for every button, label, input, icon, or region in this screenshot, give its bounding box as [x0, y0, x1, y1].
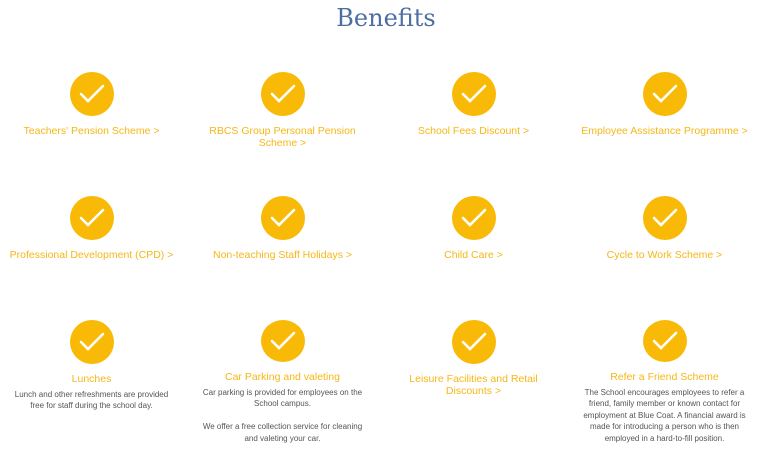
benefit-item — [378, 72, 569, 196]
benefit-title[interactable]: Child Care > — [444, 249, 503, 261]
benefit-item — [378, 196, 569, 320]
benefit-item — [187, 196, 378, 320]
benefit-item — [0, 320, 187, 444]
page-title: Benefits — [336, 4, 436, 32]
benefit-item — [569, 320, 760, 444]
benefit-item — [569, 72, 760, 196]
check-icon[interactable] — [261, 196, 305, 240]
check-icon[interactable] — [70, 72, 114, 116]
check-icon — [261, 320, 305, 362]
check-icon[interactable] — [70, 196, 114, 240]
benefit-title: Car Parking and valeting — [225, 371, 340, 383]
benefit-item — [187, 72, 378, 196]
benefit-title[interactable]: School Fees Discount > — [417, 125, 530, 137]
benefit-description: Car parking is provided for employees on the School campus. We offer a free collection service for cleaning and valeting your car. — [202, 387, 363, 443]
check-icon[interactable] — [452, 196, 496, 240]
check-icon[interactable] — [452, 320, 496, 364]
check-icon[interactable] — [452, 72, 496, 116]
benefit-item — [0, 196, 187, 320]
benefit-item — [569, 196, 760, 320]
benefit-item — [378, 320, 569, 444]
benefit-description: The School encourages employees to refer a friend, family member or known contact for employment at Blue Coat. A financial award is made for introducing a person who is then employed in a hard-to-fill position. — [583, 387, 746, 443]
benefit-title: Lunches — [71, 373, 112, 385]
benefit-description: Lunch and other refreshments are provided free for staff during the school day. — [14, 389, 169, 410]
benefit-title: Refer a Friend Scheme — [610, 371, 719, 383]
benefit-title[interactable]: Non-teaching Staff Holidays > — [212, 249, 352, 261]
benefit-title[interactable]: RBCS Group Personal Pension Scheme > — [209, 125, 356, 149]
benefits-grid — [0, 72, 760, 444]
benefit-title[interactable]: Employee Assistance Programme > — [581, 125, 748, 137]
benefit-item — [187, 320, 378, 444]
check-icon[interactable] — [261, 72, 305, 116]
check-icon[interactable] — [643, 72, 687, 116]
check-icon — [70, 320, 114, 364]
benefit-title[interactable]: Cycle to Work Scheme > — [606, 249, 723, 261]
benefit-title[interactable]: Professional Development (CPD) > — [9, 249, 174, 261]
benefit-item — [0, 72, 187, 196]
check-icon[interactable] — [643, 196, 687, 240]
check-icon — [643, 320, 687, 362]
benefit-title[interactable]: Leisure Facilities and Retail Discounts > — [409, 373, 538, 397]
benefit-title[interactable]: Teachers' Pension Scheme > — [23, 125, 160, 137]
